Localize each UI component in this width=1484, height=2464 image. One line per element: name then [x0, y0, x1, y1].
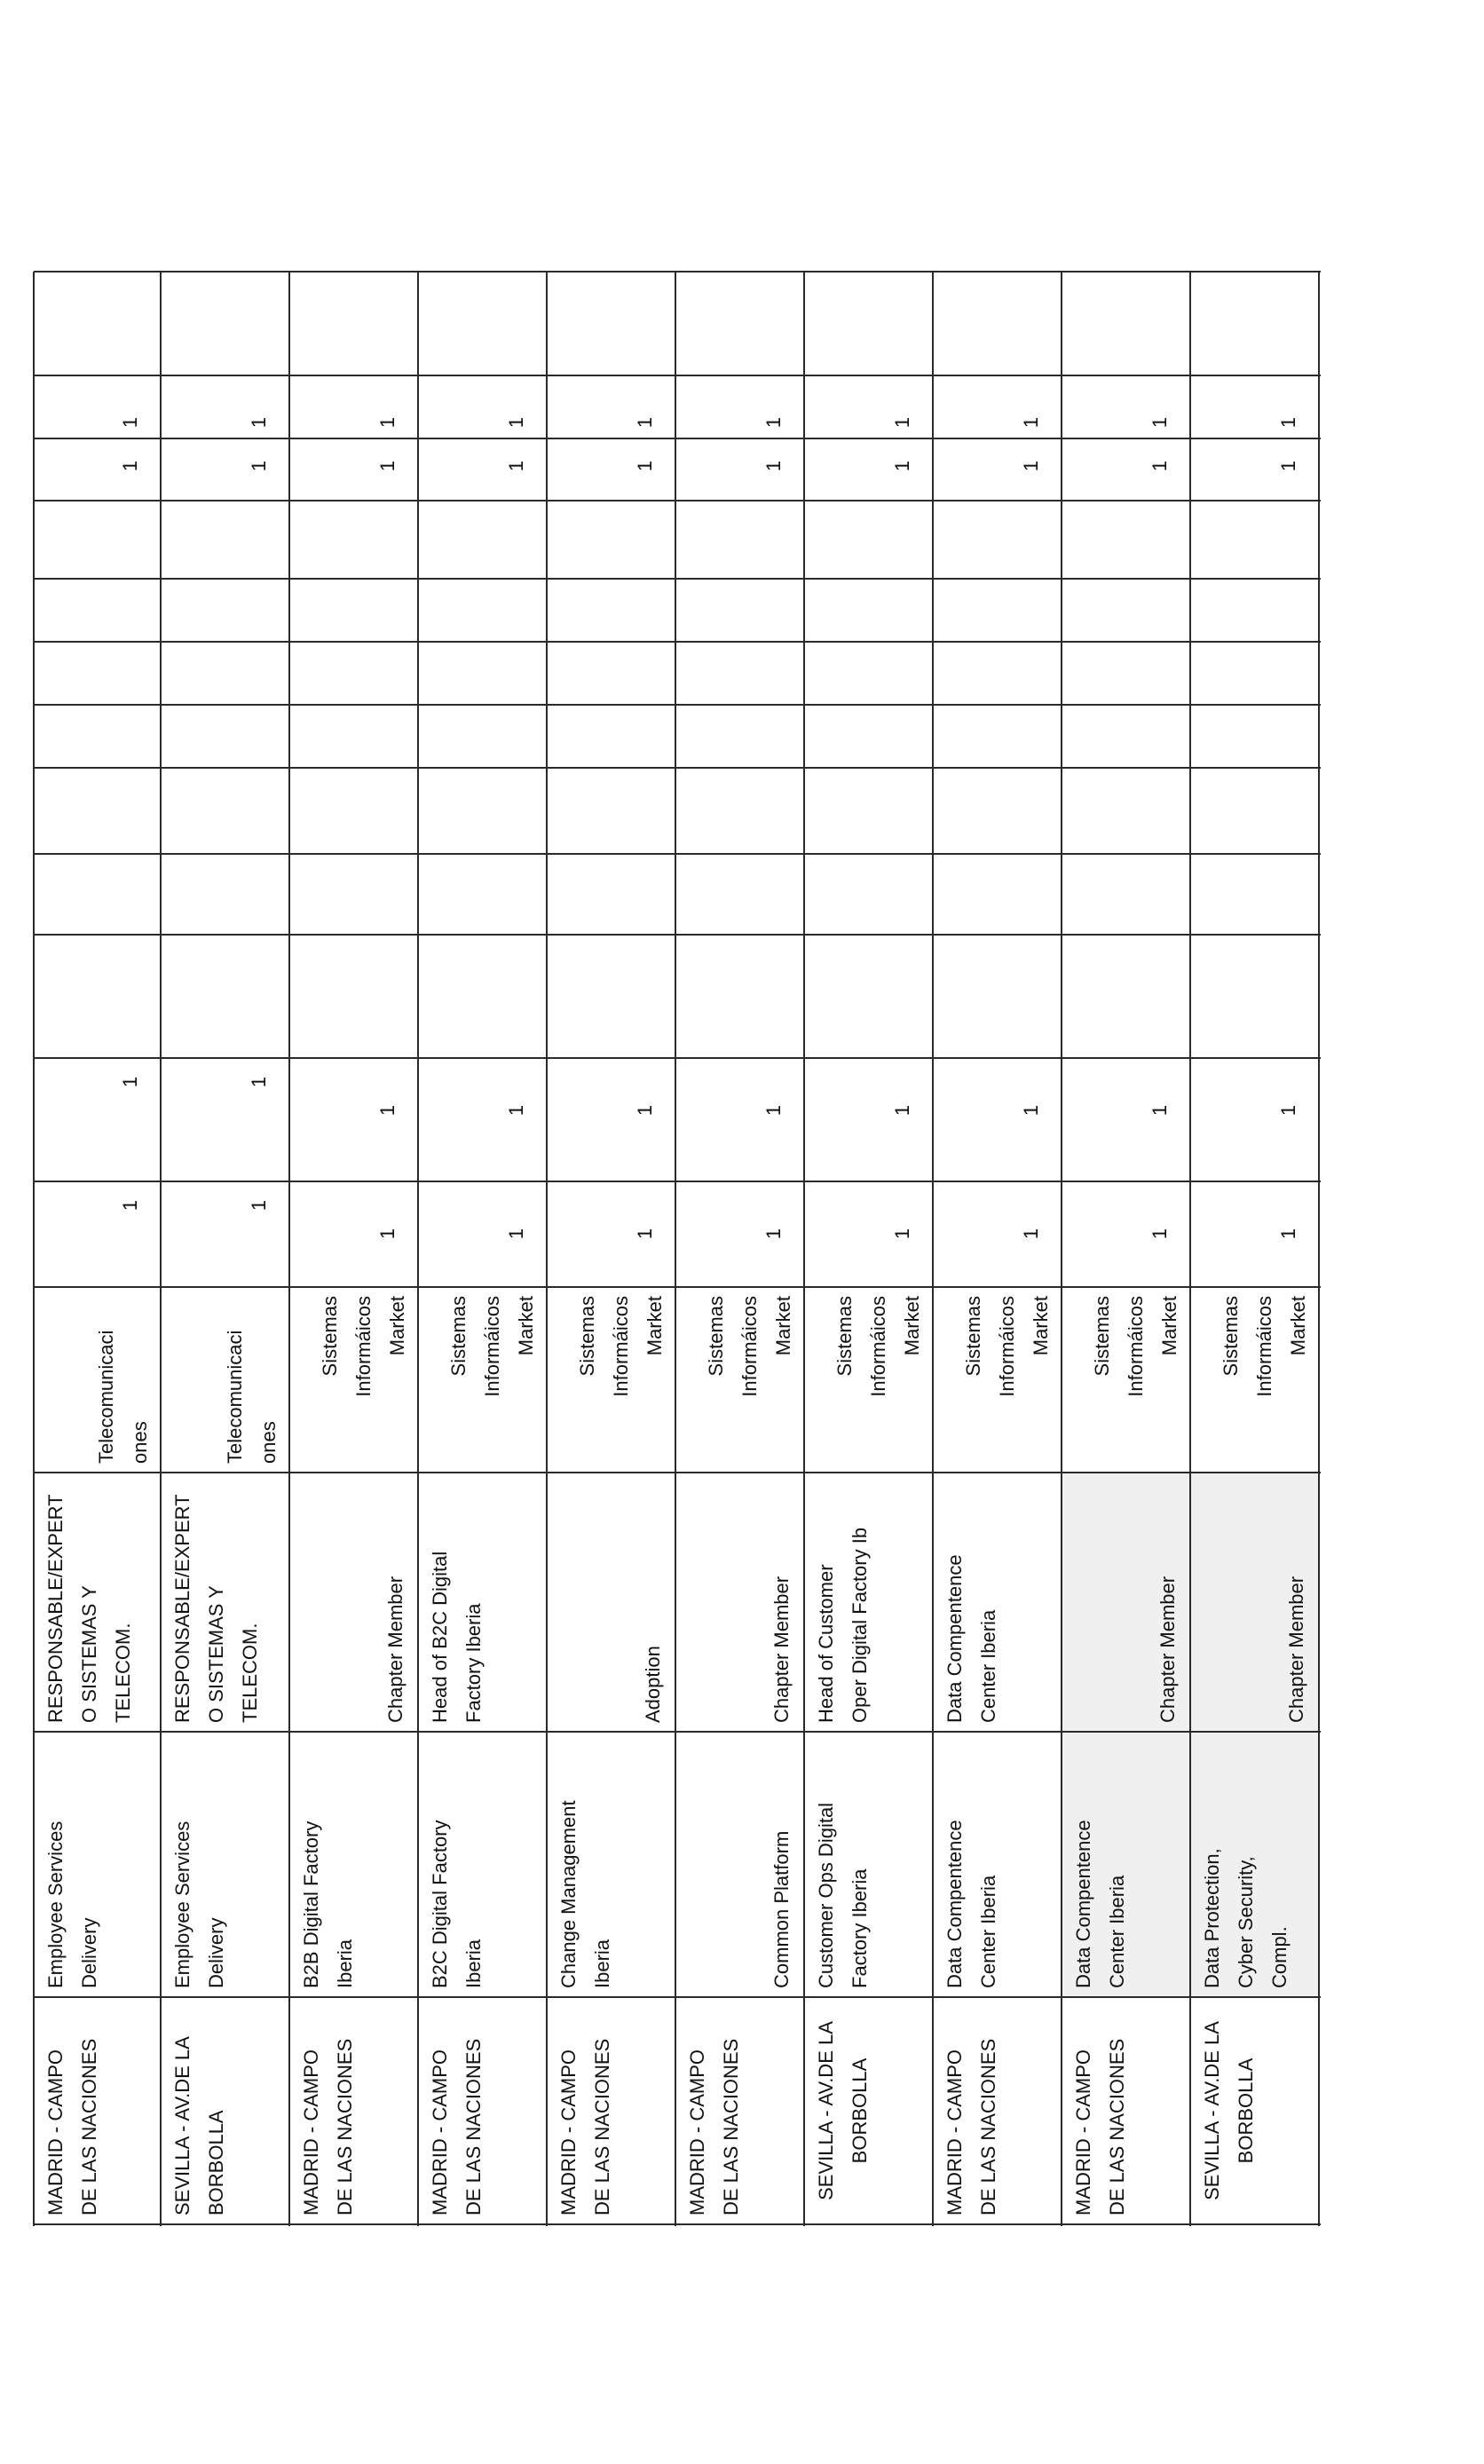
table-border-vertical — [288, 272, 290, 2226]
table-border-horizontal — [34, 641, 1321, 643]
table-cell-number: 1 — [634, 416, 657, 429]
location-cell: MADRID - CAMPO DE LAS NACIONES — [429, 2038, 485, 2215]
role-cell: Chapter Member — [1156, 1576, 1179, 1723]
table-border-horizontal — [34, 1996, 1321, 1998]
table-cell-number: 1 — [248, 460, 271, 472]
table-border-horizontal — [34, 934, 1321, 936]
table-border-horizontal — [34, 271, 1321, 272]
area-cell: Sistemas Informáicos Market — [576, 1296, 666, 1397]
location-cell: SEVILLA - AV.DE LA BORBOLLA — [1201, 2021, 1257, 2200]
role-cell: Chapter Member — [1285, 1576, 1307, 1723]
unit-cell: Data Compentence Center Iberia — [943, 1820, 999, 1988]
unit-cell: Customer Ops Digital Factory Iberia — [815, 1802, 871, 1988]
table-cell-number: 1 — [119, 1199, 142, 1212]
table-cell-number: 1 — [762, 1228, 785, 1240]
table-cell-number: 1 — [1149, 460, 1172, 472]
table-cell-number: 1 — [634, 1104, 657, 1117]
table-cell-number: 1 — [1149, 1104, 1172, 1117]
table-cell-number: 1 — [1020, 1104, 1043, 1117]
role-cell: Chapter Member — [384, 1576, 407, 1723]
role-cell: Chapter Member — [770, 1576, 793, 1723]
table-cell-number: 1 — [891, 460, 914, 472]
unit-cell: Change Management Iberia — [557, 1800, 613, 1988]
table-cell-number: 1 — [1149, 1228, 1172, 1240]
table-border-horizontal — [34, 767, 1321, 769]
table-cell-number: 1 — [248, 1199, 271, 1212]
area-cell: Sistemas Informáicos Market — [833, 1296, 923, 1397]
location-cell: MADRID - CAMPO DE LAS NACIONES — [300, 2038, 356, 2215]
table-border-vertical — [1318, 272, 1320, 2226]
unit-cell: Employee Services Delivery — [44, 1820, 100, 1988]
location-cell: MADRID - CAMPO DE LAS NACIONES — [557, 2038, 613, 2215]
unit-cell: Data Compentence Center Iberia — [1072, 1820, 1128, 1988]
table-cell-number: 1 — [891, 1228, 914, 1240]
area-cell: Sistemas Informáicos Market — [705, 1296, 794, 1397]
location-cell: MADRID - CAMPO DE LAS NACIONES — [686, 2038, 742, 2215]
area-cell: Telecomunicaci ones — [95, 1330, 151, 1464]
table-border-vertical — [417, 272, 419, 2226]
table-cell-number: 1 — [119, 1076, 142, 1088]
area-cell: Sistemas Informáicos Market — [319, 1296, 408, 1397]
table-cell-number: 1 — [376, 1104, 399, 1117]
table-cell-number: 1 — [762, 416, 785, 429]
table-cell-number: 1 — [505, 416, 528, 429]
table-cell-number: 1 — [1277, 416, 1300, 429]
table-cell-number: 1 — [376, 1228, 399, 1240]
table-border-horizontal — [34, 1472, 1321, 1473]
table-cell-number: 1 — [119, 416, 142, 429]
table-border-horizontal — [34, 2223, 1321, 2225]
table-cell-number: 1 — [119, 460, 142, 472]
table-border-vertical — [675, 272, 676, 2226]
table-border-horizontal — [34, 1181, 1321, 1182]
table-border-horizontal — [34, 500, 1321, 501]
table-border-horizontal — [34, 1057, 1321, 1059]
table-cell-number: 1 — [376, 416, 399, 429]
unit-cell: Data Protection, Cyber Security, Compl. — [1201, 1848, 1291, 1988]
table-cell-number: 1 — [1149, 416, 1172, 429]
table-border-vertical — [803, 272, 805, 2226]
role-cell: Data Compentence Center Iberia — [943, 1554, 999, 1723]
location-cell: SEVILLA - AV.DE LA BORBOLLA — [815, 2021, 871, 2200]
area-cell: Sistemas Informáicos Market — [962, 1296, 1052, 1397]
table-cell-number: 1 — [505, 460, 528, 472]
table-cell-number: 1 — [762, 1104, 785, 1117]
area-cell: Sistemas Informáicos Market — [1220, 1296, 1309, 1397]
table-cell-number: 1 — [762, 460, 785, 472]
location-cell: SEVILLA - AV.DE LA BORBOLLA — [171, 2036, 227, 2215]
table-cell-number: 1 — [505, 1104, 528, 1117]
table-cell-number: 1 — [634, 1228, 657, 1240]
role-cell: Head of Customer Oper Digital Factory Ib — [815, 1527, 871, 1723]
table-border-horizontal — [34, 704, 1321, 706]
location-cell: MADRID - CAMPO DE LAS NACIONES — [943, 2038, 999, 2215]
table-cell-number: 1 — [376, 460, 399, 472]
table-border-vertical — [33, 272, 35, 2226]
table-border-vertical — [1189, 272, 1191, 2226]
role-cell: RESPONSABLE/EXPERT O SISTEMAS Y TELECOM. — [171, 1494, 261, 1723]
table-cell-number: 1 — [1020, 416, 1043, 429]
table-border-horizontal — [34, 578, 1321, 580]
table-border-horizontal — [34, 1286, 1321, 1288]
area-cell: Sistemas Informáicos Market — [447, 1296, 537, 1397]
table-cell-number: 1 — [248, 1076, 271, 1088]
table-cell-number: 1 — [248, 416, 271, 429]
table-border-vertical — [546, 272, 548, 2226]
role-cell: Head of B2C Digital Factory Iberia — [429, 1551, 485, 1723]
table-border-vertical — [160, 272, 162, 2226]
table-cell-number: 1 — [1277, 1228, 1300, 1240]
role-cell: RESPONSABLE/EXPERT O SISTEMAS Y TELECOM. — [44, 1494, 134, 1723]
unit-cell: Common Platform — [770, 1830, 793, 1988]
table-border-horizontal — [34, 438, 1321, 439]
area-cell: Telecomunicaci ones — [224, 1330, 280, 1464]
unit-cell: B2B Digital Factory Iberia — [300, 1820, 356, 1988]
role-cell: Adoption — [642, 1646, 664, 1723]
table-border-horizontal — [34, 1731, 1321, 1733]
unit-cell: Employee Services Delivery — [171, 1820, 227, 1988]
location-cell: MADRID - CAMPO DE LAS NACIONES — [1072, 2038, 1128, 2215]
area-cell: Sistemas Informáicos Market — [1091, 1296, 1180, 1397]
unit-cell: B2C Digital Factory Iberia — [429, 1820, 485, 1988]
table-border-vertical — [1061, 272, 1062, 2226]
table-cell-number: 1 — [505, 1228, 528, 1240]
table-cell-number: 1 — [1277, 1104, 1300, 1117]
table-border-horizontal — [34, 375, 1321, 376]
table-cell-number: 1 — [891, 1104, 914, 1117]
table-cell-number: 1 — [634, 460, 657, 472]
table-border-vertical — [932, 272, 934, 2226]
table-cell-number: 1 — [1020, 1228, 1043, 1240]
table-cell-number: 1 — [1020, 460, 1043, 472]
table-border-horizontal — [34, 853, 1321, 855]
location-cell: MADRID - CAMPO DE LAS NACIONES — [44, 2038, 100, 2215]
table-cell-number: 1 — [891, 416, 914, 429]
table-cell-number: 1 — [1277, 460, 1300, 472]
